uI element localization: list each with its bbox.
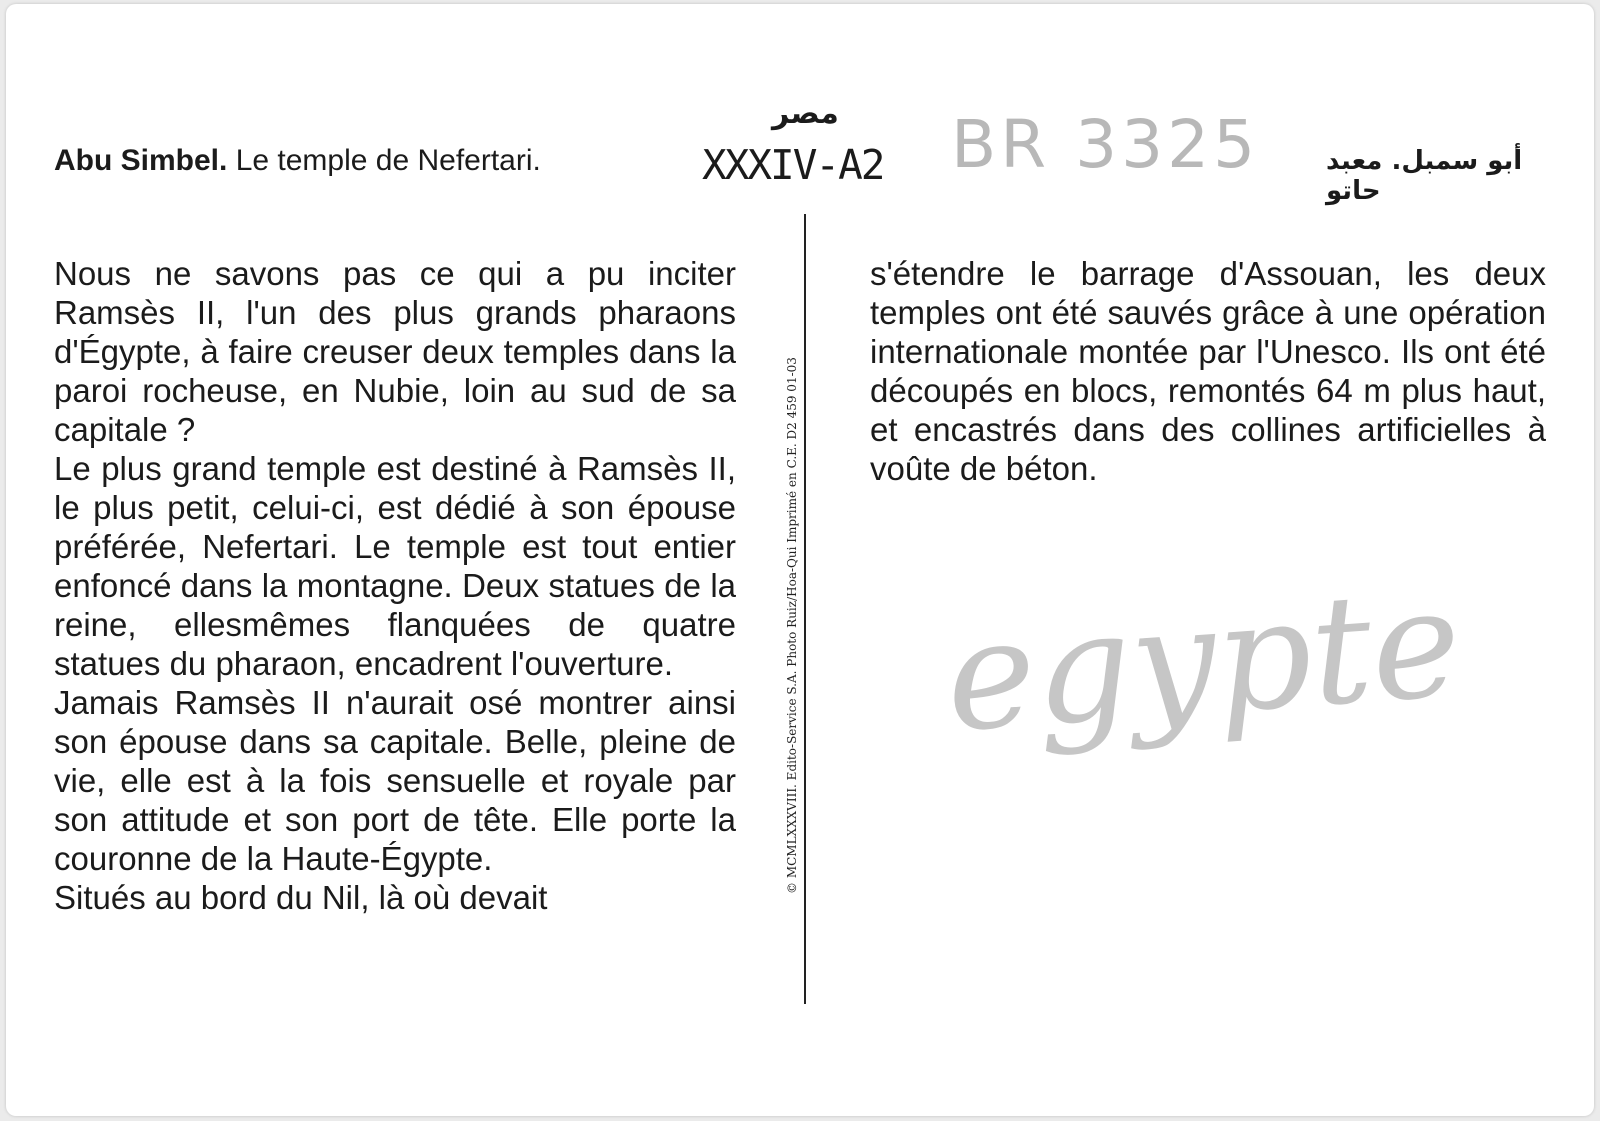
paragraph: s'étendre le barrage d'Assouan, les deux temples ont été sauvés grâce à une opération internationale montée par l'Unesco. Ils ont été découpés en blocs, remontés 64 m plus haut, et encastrés dans des collines artificielles à voûte de béton. [870, 255, 1546, 487]
paragraph: Le plus grand temple est destiné à Ramsès II, le plus petit, celui-ci, est dédié à son épouse préférée, Nefertari. Le temple est tout entier enfoncé dans la montagne. Deux statues de la reine, ellesmêmes flanquées de quatre statues du pharaon, encadrent l'ouverture. [54, 450, 736, 682]
pencil-handwritten-word: egypte [940, 556, 1467, 766]
paragraph: Situés au bord du Nil, là où devait [54, 879, 548, 916]
body-text-right-column [870, 254, 1546, 488]
place-name: Abu Simbel. [54, 144, 228, 177]
arabic-caption: أبو سمبل. معبد حاتو [1326, 146, 1523, 206]
printer-credit: © MCMLXXXVIII. Edito-Service S.A. Photo Ruiz/Hoa-Qui Imprimé en C.E. D2 459 01-03 [785, 357, 799, 894]
paragraph: Nous ne savons pas ce qui a pu inciter Ramsès II, l'un des plus grands pharaons d'Égypte, à faire creuser deux temples dans la paroi rocheuse, en Nubie, loin au sud de sa capitale ? [54, 255, 736, 448]
pencil-reference-note: BR 3325 [951, 106, 1260, 183]
center-divider-line [804, 214, 806, 1004]
postcard-back [6, 4, 1594, 1116]
body-text-left-column [54, 254, 736, 917]
caption-title [54, 144, 541, 178]
arabic-country-label: مصر [772, 96, 839, 131]
series-code: XXXIV-A2 [702, 141, 884, 189]
paragraph: Jamais Ramsès II n'aurait osé montrer ainsi son épouse dans sa capitale. Belle, pleine de vie, elle est à la fois sensuelle et royale par son attitude et son port de tête. Elle porte la couronne de la Haute-Égypte. [54, 684, 736, 877]
subject-name: Le temple de Nefertari. [235, 144, 541, 177]
